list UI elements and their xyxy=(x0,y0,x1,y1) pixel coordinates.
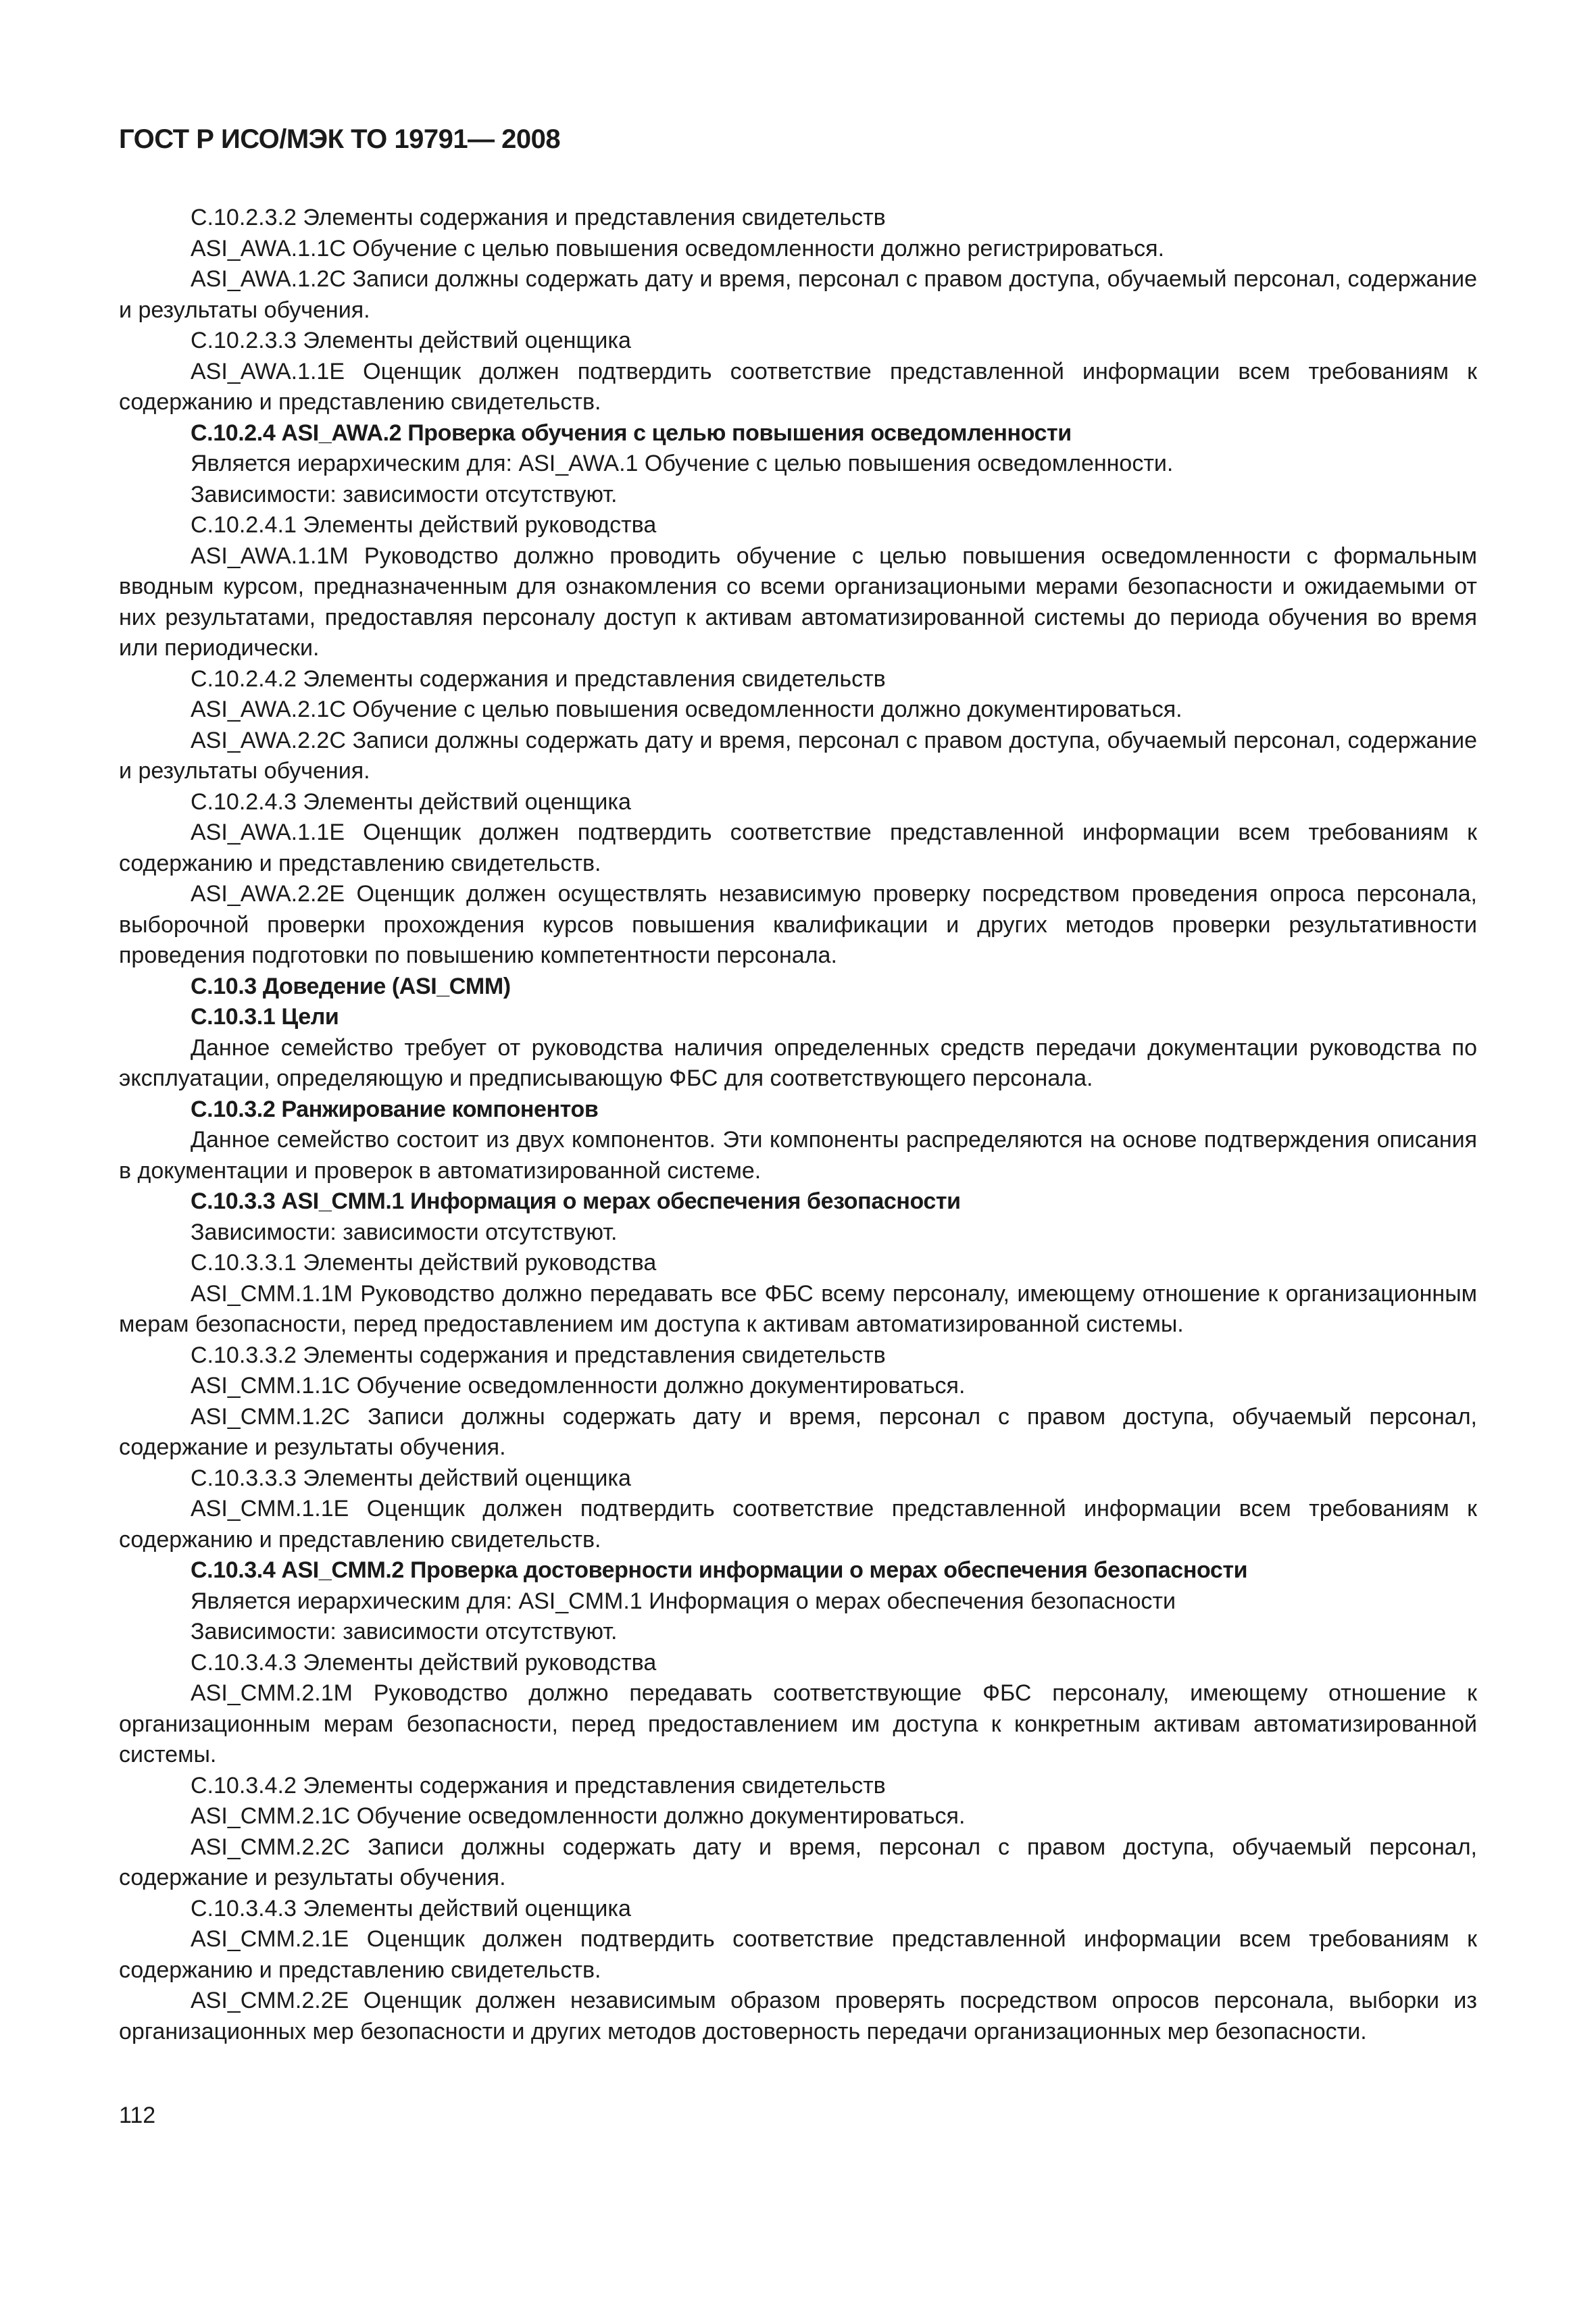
paragraph: Является иерархическим для: ASI_AWA.1 Обучение с целью повышения осведомленности. xyxy=(191,451,1174,476)
section-heading: С.10.2.4 ASI_AWA.2 Проверка обучения с целью повышения осведомленности xyxy=(191,420,1072,446)
paragraph: С.10.3.3.3 Элементы действий оценщика xyxy=(191,1465,631,1491)
paragraph: ASI_CMM.1.1C Обучение осведомленности должно документироваться. xyxy=(191,1373,966,1399)
paragraph: С.10.3.4.3 Элементы действий руководства xyxy=(191,1649,657,1676)
paragraph: ASI_AWA.1.1M Руководство должно проводить обучение с целью повышения осведомленности с формальным вводным курсом, предназначенным для ознакомления со всеми организациоными мерами безопасности и ожидаемыми от них результатами, предоставляя персоналу доступ к активам автоматизированной системы до периода обучения во время или периодически. xyxy=(119,543,1477,661)
paragraph: Зависимости: зависимости отсутствуют. xyxy=(191,1219,618,1245)
paragraph: Зависимости: зависимости отсутствуют. xyxy=(191,1619,618,1644)
paragraph: ASI_AWA.2.1C Обучение с целью повышения осведомленности должно документироваться. xyxy=(191,697,1182,722)
section-heading: С.10.3.4 ASI_CMM.2 Проверка достоверности информации о мерах обеспечения безопасности xyxy=(191,1557,1248,1583)
paragraph: С.10.2.4.2 Элементы содержания и представления свидетельств xyxy=(191,665,886,692)
paragraph: С.10.3.4.2 Элементы содержания и представления свидетельств xyxy=(191,1772,886,1799)
page-number: 112 xyxy=(119,2103,156,2128)
paragraph: ASI_CMM.2.1E Оценщик должен подтвердить соответствие представленной информации всем требованиям к содержанию и представлению свидетельств. xyxy=(119,1926,1477,1983)
paragraph: С.10.2.4.1 Элементы действий руководства xyxy=(191,512,657,538)
paragraph: С.10.2.3.2 Элементы содержания и представления свидетельств xyxy=(191,205,886,230)
paragraph: ASI_CMM.1.1E Оценщик должен подтвердить соответствие представленной информации всем требованиям к содержанию и представлению свидетельств. xyxy=(119,1496,1477,1553)
paragraph: ASI_CMM.2.2E Оценщик должен независимым образом проверять посредством опросов персонала, выборки из организационных мер безопасности и других методов достоверность передачи организационных мер безопасности. xyxy=(119,1988,1477,2044)
paragraph: ASI_CMM.1.2C Записи должны содержать дату и время, персонал с правом доступа, обучаемый персонал, содержание и результаты обучения. xyxy=(119,1403,1477,1460)
paragraph: ASI_CMM.2.1C Обучение осведомленности должно документироваться. xyxy=(191,1803,966,1829)
paragraph: ASI_AWA.1.2C Записи должны содержать дату и время, персонал с правом доступа, обучаемый персонал, содержание и результаты обучения. xyxy=(119,266,1477,323)
section-heading: С.10.3.1 Цели xyxy=(191,1004,339,1030)
paragraph: С.10.2.3.3 Элементы действий оценщика xyxy=(191,328,631,353)
paragraph: С.10.3.4.3 Элементы действий оценщика xyxy=(191,1895,631,1921)
section-heading: С.10.3.2 Ранжирование компонентов xyxy=(191,1096,599,1122)
section-heading: С.10.3.3 ASI_CMM.1 Информация о мерах обеспечения безопасности xyxy=(191,1188,961,1214)
paragraph: Данное семейство состоит из двух компонентов. Эти компоненты распределяются на основе подтверждения описания в документации и проверок в автоматизированной системе. xyxy=(119,1127,1477,1184)
paragraph: ASI_AWA.1.1E Оценщик должен подтвердить соответствие представленной информации всем требованиям к содержанию и представлению свидетельств. xyxy=(119,820,1477,876)
standard-header: ГОСТ Р ИСО/МЭК ТО 19791— 2008 xyxy=(119,124,561,154)
paragraph: ASI_CMM.2.2C Записи должны содержать дату и время, персонал с правом доступа, обучаемый персонал, содержание и результаты обучения. xyxy=(119,1834,1477,1890)
paragraph: ASI_AWA.2.2E Оценщик должен осуществлять независимую проверку посредством проведения опроса персонала, выборочной проверки прохождения курсов повышения квалификации и других методов проверки результативности проведения подготовки по повышению компетентности персонала. xyxy=(119,881,1477,968)
paragraph: Является иерархическим для: ASI_CMM.1 Информация о мерах обеспечения безопасности xyxy=(191,1588,1176,1614)
paragraph: ASI_AWA.1.1C Обучение с целью повышения осведомленности должно регистрироваться. xyxy=(191,235,1165,261)
paragraph: ASI_AWA.1.1E Оценщик должен подтвердить соответствие представленной информации всем требованиям к содержанию и представлению свидетельств. xyxy=(119,358,1477,415)
paragraph: С.10.2.4.3 Элементы действий оценщика xyxy=(191,788,631,815)
paragraph: Данное семейство требует от руководства наличия определенных средств передачи документации руководства по эксплуатации, определяющую и предписывающую ФБС для соответствующего персонала. xyxy=(119,1034,1477,1091)
paragraph: ASI_CMM.2.1M Руководство должно передавать соответствующие ФБС персоналу, имеющему отношение к организационным мерам безопасности, перед предоставлением им доступа к конкретным активам автоматизированной системы. xyxy=(119,1680,1477,1767)
paragraph: ASI_AWA.2.2C Записи должны содержать дату и время, персонал с правом доступа, обучаемый персонал, содержание и результаты обучения. xyxy=(119,727,1477,784)
document-body xyxy=(119,203,1477,2047)
section-heading: С.10.3 Доведение (ASI_CMM) xyxy=(191,973,511,999)
paragraph: ASI_CMM.1.1M Руководство должно передавать все ФБС всему персоналу, имеющему отношение к организационным мерам безопасности, перед предоставлением им доступа к активам автоматизированной системы. xyxy=(119,1280,1477,1337)
paragraph: С.10.3.3.2 Элементы содержания и представления свидетельств xyxy=(191,1342,886,1368)
paragraph: С.10.3.3.1 Элементы действий руководства xyxy=(191,1250,657,1276)
paragraph: Зависимости: зависимости отсутствуют. xyxy=(191,481,618,507)
